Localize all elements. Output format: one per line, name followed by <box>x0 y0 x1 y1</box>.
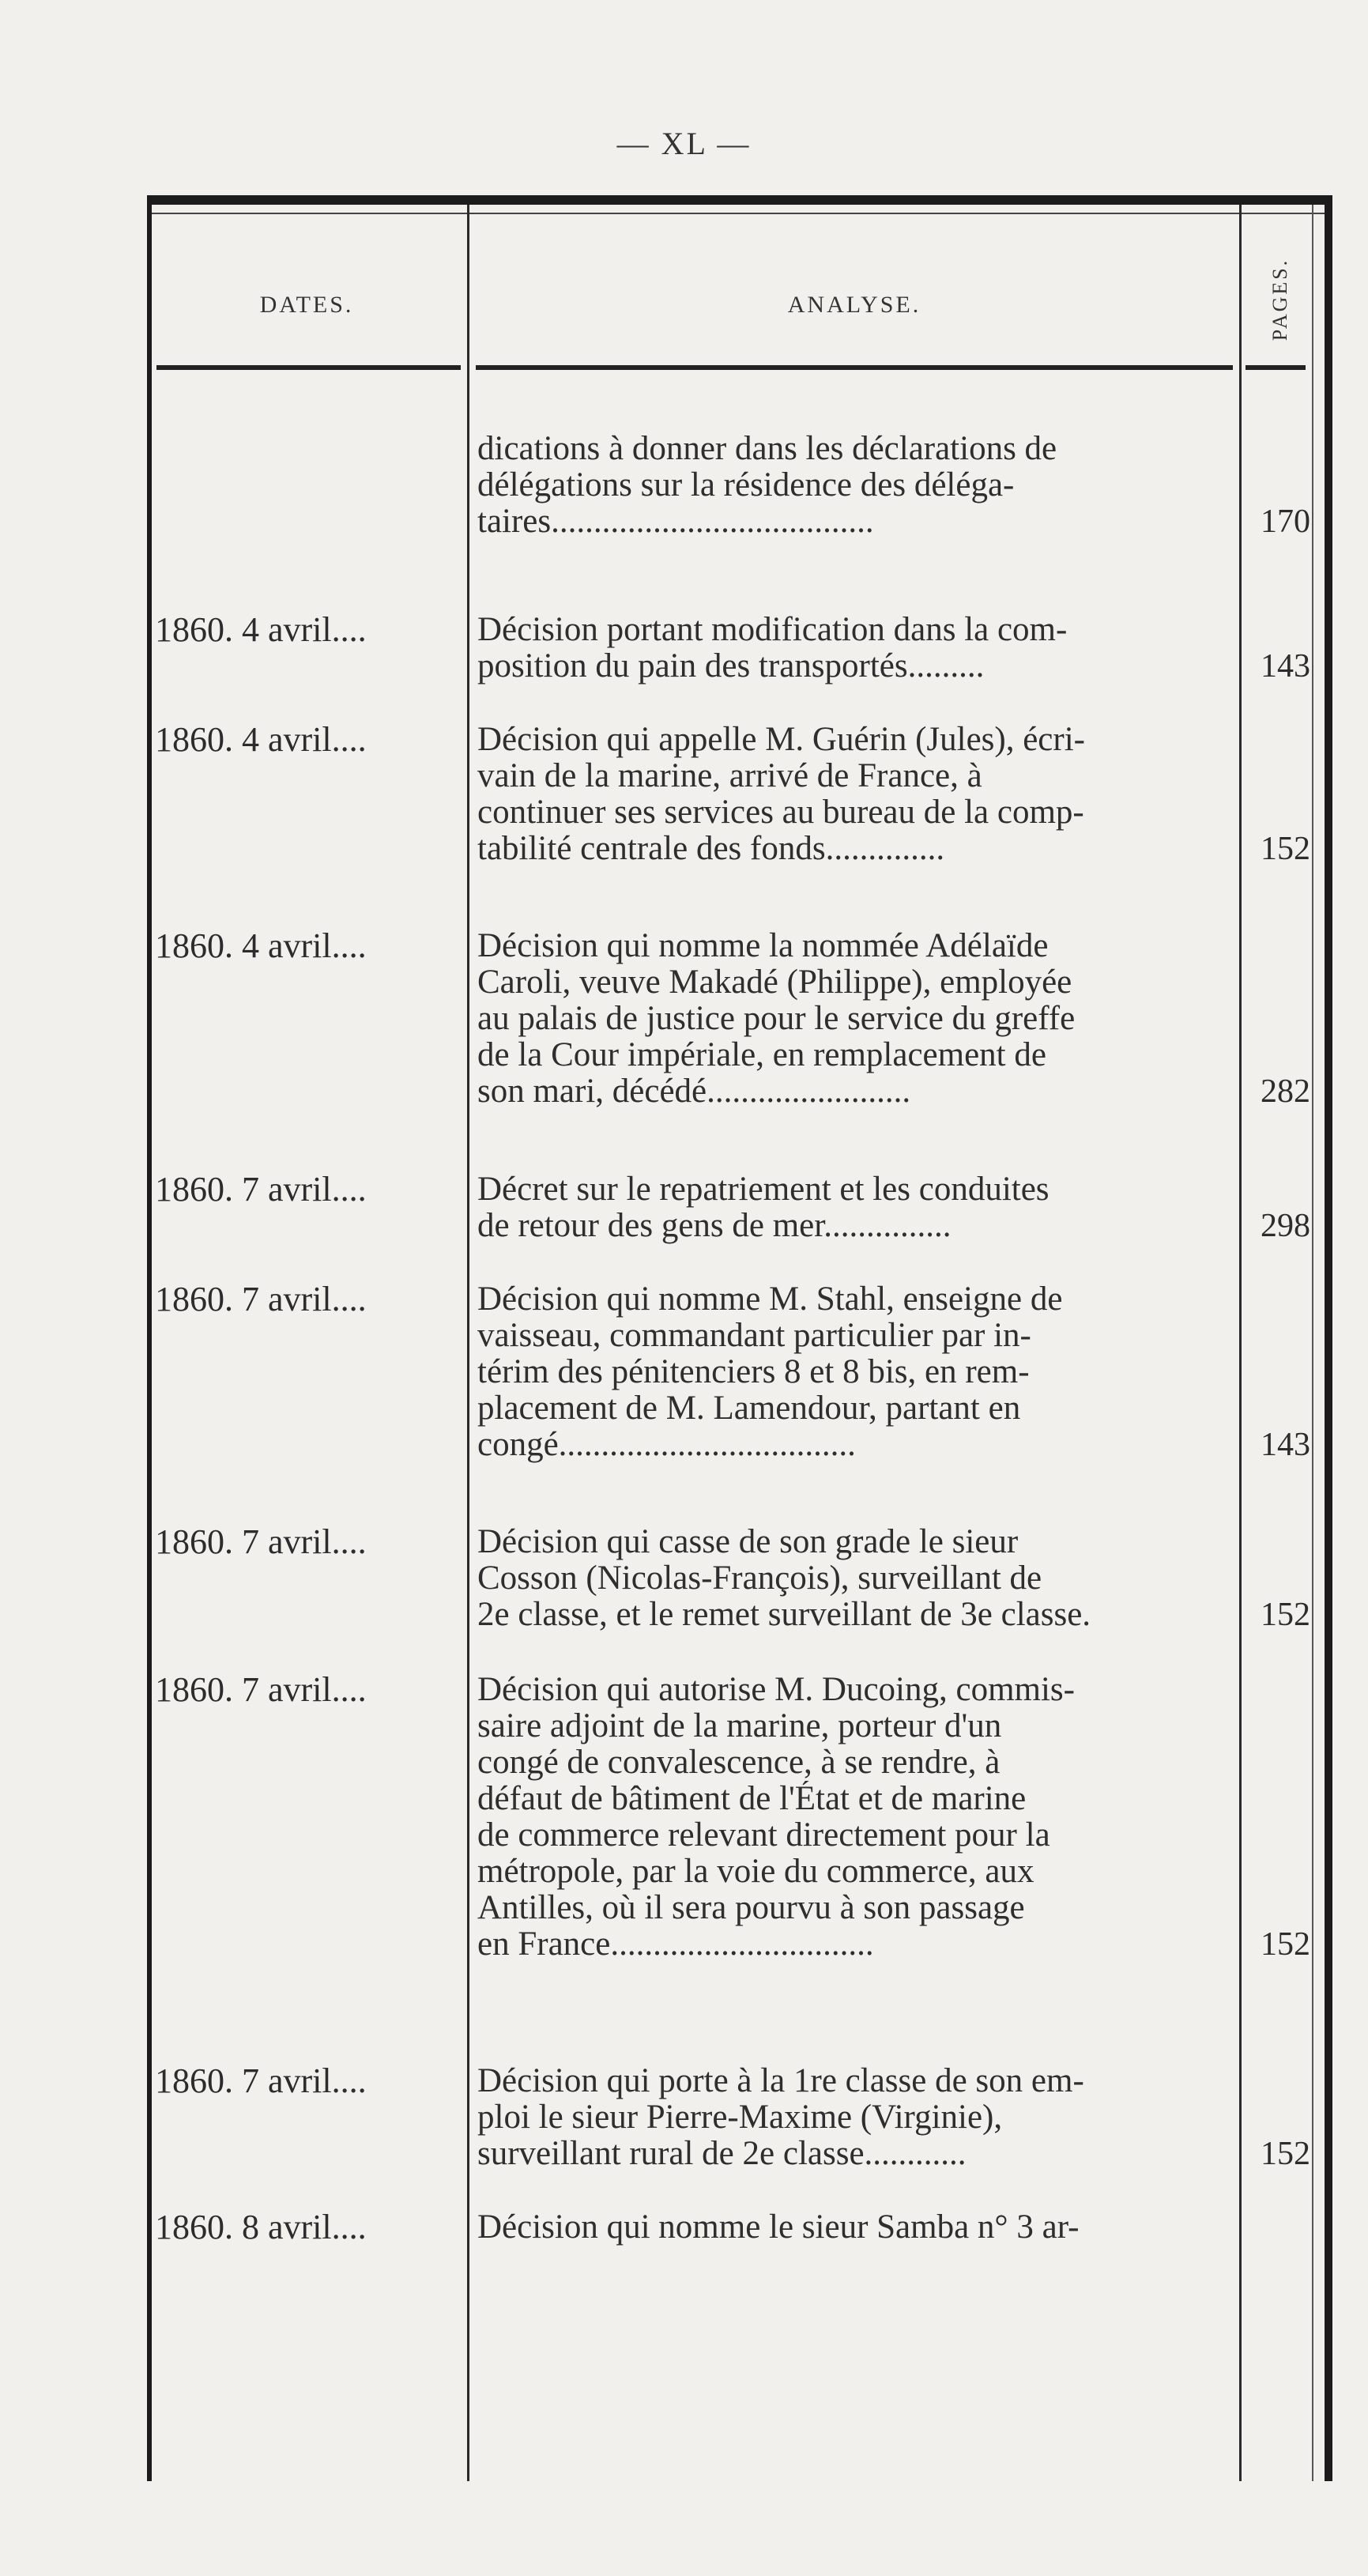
analysis-line: dications à donner dans les déclarations de <box>477 431 1057 467</box>
analysis-line: ploi le sieur Pierre-Maxime (Virginie), <box>477 2099 1003 2136</box>
analysis-line: surveillant rural de 2e classe............ <box>477 2136 967 2172</box>
page-number: — XL — <box>616 126 752 161</box>
analysis-line: délégations sur la résidence des déléga- <box>477 467 1015 504</box>
entry-page-number: 152 <box>1261 831 1310 867</box>
entry-date: 1860. 7 avril.... <box>155 1524 367 1560</box>
header-rule-pages <box>1246 365 1306 370</box>
entry-date: 1860. 7 avril.... <box>155 1171 367 1208</box>
entry-analysis <box>477 1281 1233 1463</box>
analysis-line: Décision portant modification dans la com- <box>477 612 1068 648</box>
analysis-line: de retour des gens de mer............... <box>477 1208 952 1244</box>
entry-page-number: 152 <box>1261 2136 1310 2172</box>
analysis-line: Décision qui nomme la nommée Adélaïde <box>477 928 1049 964</box>
entry-page-number: 143 <box>1261 1427 1310 1463</box>
analysis-line: Décret sur le repatriement et les conduites <box>477 1171 1050 1208</box>
entry-page-number: 298 <box>1261 1208 1310 1244</box>
entry-analysis <box>477 1672 1233 1963</box>
entry-analysis <box>477 612 1233 685</box>
analysis-line: son mari, décédé........................ <box>477 1073 911 1110</box>
analysis-line: vaisseau, commandant particulier par in- <box>477 1318 1031 1354</box>
analysis-line: Décision qui casse de son grade le sieur <box>477 1524 1019 1560</box>
analysis-line: placement de M. Lamendour, partant en <box>477 1390 1021 1427</box>
analysis-line: congé de convalescence, à se rendre, à <box>477 1744 1001 1781</box>
analysis-line: térim des pénitenciers 8 et 8 bis, en rem- <box>477 1354 1030 1390</box>
analysis-line: taires...................................... <box>477 504 874 540</box>
analysis-line: métropole, par la voie du commerce, aux <box>477 1854 1034 1890</box>
analysis-line: Décision qui autorise M. Ducoing, commis- <box>477 1672 1075 1708</box>
analysis-line: en France............................... <box>477 1926 874 1963</box>
header-analyse: ANALYSE. <box>787 292 921 318</box>
table-top-rule <box>152 213 1325 214</box>
entry-date: 1860. 7 avril.... <box>155 2063 367 2099</box>
header-pages: PAGES. <box>1268 258 1291 341</box>
entry-page-number: 170 <box>1261 504 1310 540</box>
analysis-line: Décision qui nomme le sieur Samba n° 3 ar- <box>477 2209 1080 2246</box>
analysis-line: défaut de bâtiment de l'État et de marine <box>477 1781 1027 1817</box>
entry-date: 1860. 4 avril.... <box>155 928 367 964</box>
analysis-line: Décision qui nomme M. Stahl, enseigne de <box>477 1281 1063 1318</box>
column-divider-dates <box>467 205 469 2481</box>
analysis-line: de la Cour impériale, en remplacement de <box>477 1037 1046 1073</box>
entry-page-number: 152 <box>1261 1597 1310 1633</box>
entry-analysis <box>477 1524 1233 1633</box>
analysis-line: de commerce relevant directement pour la <box>477 1817 1050 1854</box>
column-divider-pages <box>1312 205 1313 2481</box>
analysis-line: Cosson (Nicolas-François), surveillant de <box>477 1560 1042 1597</box>
entry-date: 1860. 4 avril.... <box>155 722 367 758</box>
analysis-line: tabilité centrale des fonds.............. <box>477 831 945 867</box>
entry-analysis <box>477 722 1233 867</box>
analysis-line: Caroli, veuve Makadé (Philippe), employée <box>477 964 1072 1001</box>
analysis-line: position du pain des transportés......... <box>477 648 985 685</box>
analysis-line: au palais de justice pour le service du greffe <box>477 1001 1076 1037</box>
analysis-line: congé................................... <box>477 1427 856 1463</box>
entry-page-number: 152 <box>1261 1926 1310 1963</box>
header-rule-dates <box>156 365 461 370</box>
entry-date: 1860. 7 avril.... <box>155 1672 367 1708</box>
entry-date: 1860. 8 avril.... <box>155 2209 367 2246</box>
entry-date: 1860. 7 avril.... <box>155 1281 367 1318</box>
header-rule-analyse <box>476 365 1233 370</box>
header-dates: DATES. <box>259 292 354 318</box>
entry-analysis <box>477 2063 1233 2172</box>
entry-date: 1860. 4 avril.... <box>155 612 367 648</box>
entry-page-number: 282 <box>1261 1073 1310 1110</box>
index-table <box>147 195 1332 2481</box>
entry-analysis <box>477 2209 1233 2246</box>
analysis-line: 2e classe, et le remet surveillant de 3e classe. <box>477 1597 1091 1633</box>
entry-analysis <box>477 928 1233 1110</box>
entry-page-number: 143 <box>1261 648 1310 685</box>
entry-analysis <box>477 1171 1233 1244</box>
analysis-line: saire adjoint de la marine, porteur d'un <box>477 1708 1002 1744</box>
entry-analysis <box>477 431 1233 540</box>
analysis-line: continuer ses services au bureau de la comp- <box>477 794 1084 831</box>
analysis-line: Décision qui appelle M. Guérin (Jules), écri- <box>477 722 1085 758</box>
analysis-line: Décision qui porte à la 1re classe de son em- <box>477 2063 1084 2099</box>
analysis-line: vain de la marine, arrivé de France, à <box>477 758 982 794</box>
analysis-line: Antilles, où il sera pourvu à son passage <box>477 1890 1025 1926</box>
